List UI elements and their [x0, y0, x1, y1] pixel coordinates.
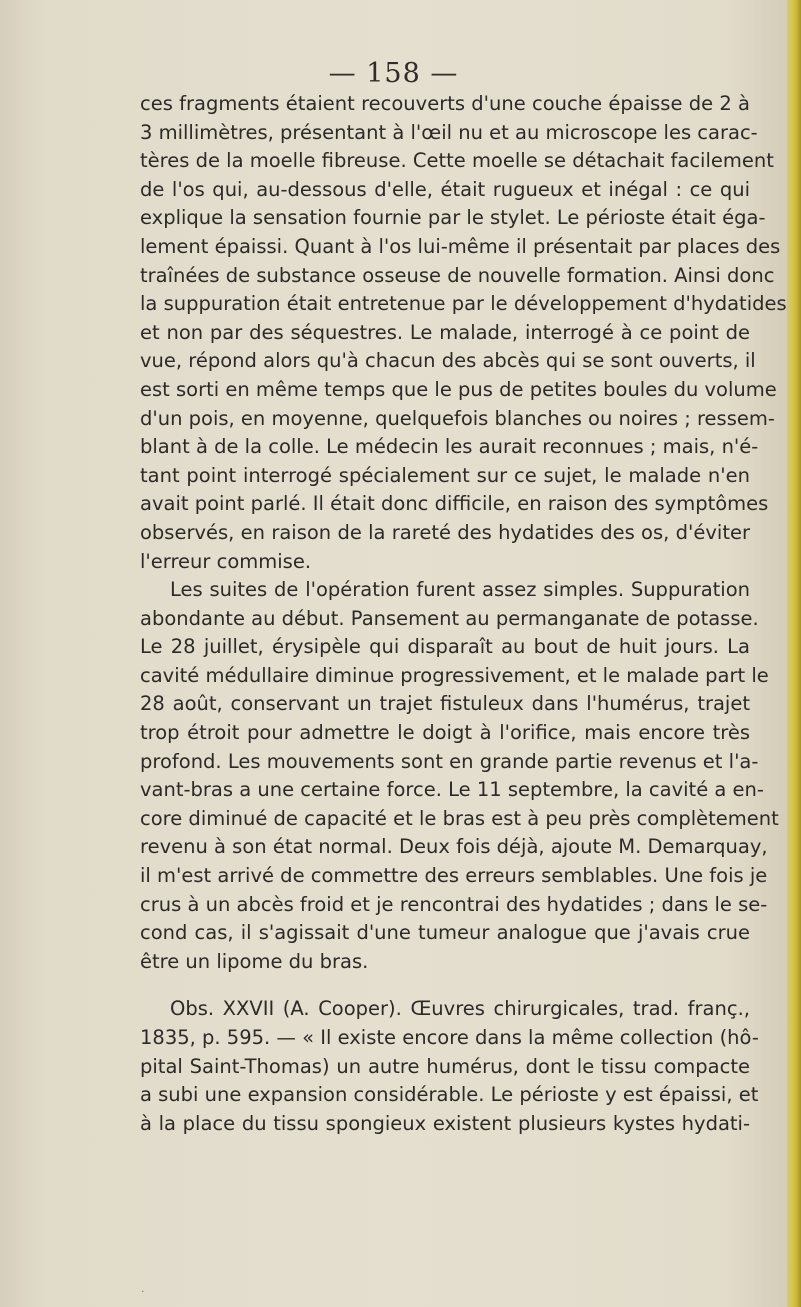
- text-line: lement épaissi. Quant à l'os lui-même il présentait par places des: [140, 234, 781, 258]
- text-line: Les suites de l'opération furent assez simples. Suppuration: [170, 578, 750, 602]
- text-line: 1835, p. 595. — « Il existe encore dans la même collection (hô-: [140, 1026, 759, 1049]
- text-line: vant-bras a une certaine force. Le 11 septembre, la cavité a en-: [140, 778, 764, 802]
- text-line: de l'os qui, au-dessous d'elle, était rugueux et inégal : ce qui: [140, 177, 750, 201]
- text-line: profond. Les mouvements sont en grande partie revenus et l'a-: [140, 749, 759, 773]
- text-line: cavité médullaire diminue progressivement, et le malade part le: [140, 663, 769, 687]
- text-line: traînées de substance osseuse de nouvelle formation. Ainsi donc: [140, 263, 775, 287]
- text-line: ces fragments étaient recouverts d'une couche épaisse de 2 à: [140, 92, 750, 115]
- text-line: tant point interrogé spécialement sur ce sujet, le malade n'en: [140, 463, 750, 487]
- text-line: observés, en raison de la rareté des hydatides des os, d'éviter: [140, 520, 750, 544]
- text-line: il m'est arrivé de commettre des erreurs semblables. Une fois je: [140, 864, 768, 888]
- text-line: 3 millimètres, présentant à l'œil nu et au microscope les carac-: [140, 120, 758, 144]
- page-body: [140, 90, 787, 1138]
- text-line: Le 28 juillet, érysipèle qui disparaît au bout de huit jours. La: [140, 635, 750, 659]
- text-line: la suppuration était entretenue par le développement d'hydatides: [140, 292, 787, 316]
- paragraph-suites-operation: [140, 576, 779, 976]
- text-line: 28 août, conservant un trajet fistuleux dans l'humérus, trajet: [140, 692, 750, 716]
- text-line: a subi une expansion considérable. Le périoste y est épaissi, et: [140, 1083, 759, 1107]
- text-line: à la place du tissu spongieux existent plusieurs kystes hydati-: [140, 1111, 750, 1135]
- page-number: — 158 —: [328, 58, 459, 89]
- text-line: cond cas, il s'agissait d'une tumeur analogue que j'avais crue: [140, 921, 750, 945]
- text-line: pital Saint-Thomas) un autre humérus, dont le tissu compacte: [140, 1054, 750, 1078]
- paragraph-observation-27: [140, 995, 759, 1138]
- text-line: revenu à son état normal. Deux fois déjà, ajoute M. Demarquay,: [140, 835, 768, 859]
- text-line: explique la sensation fournie par le stylet. Le périoste était éga-: [140, 206, 766, 230]
- book-spine-edge: [787, 0, 801, 1307]
- text-line: avait point parlé. Il était donc difficile, en raison des symptômes: [140, 492, 769, 516]
- paragraph-abces-hydatides: [140, 90, 787, 576]
- paragraph-spacer: [140, 976, 750, 995]
- print-speck: ·: [141, 1285, 145, 1298]
- text-line: l'erreur commise.: [140, 549, 312, 573]
- text-line: Obs. XXVII (A. Cooper). Œuvres chirurgicales, trad. franç.,: [170, 997, 750, 1021]
- text-line: d'un pois, en moyenne, quelquefois blanches ou noires ; ressem-: [140, 406, 775, 430]
- text-line: trop étroit pour admettre le doigt à l'orifice, mais encore très: [140, 721, 750, 745]
- text-line: abondante au début. Pansement au permanganate de potasse.: [140, 606, 759, 630]
- text-line: est sorti en même temps que le pus de petites boules du volume: [140, 377, 777, 401]
- text-line: core diminué de capacité et le bras est à peu près complètement: [140, 806, 779, 830]
- text-line: et non par des séquestres. Le malade, interrogé à ce point de: [140, 320, 750, 344]
- text-line: vue, répond alors qu'à chacun des abcès qui se sont ouverts, il: [140, 349, 756, 373]
- text-line: blant à de la colle. Le médecin les aurait reconnues ; mais, n'é-: [140, 435, 759, 459]
- text-line: crus à un abcès froid et je rencontrai des hydatides ; dans le se-: [140, 892, 768, 916]
- text-line: être un lipome du bras.: [140, 949, 369, 973]
- text-line: tères de la moelle fibreuse. Cette moelle se détachait facilement: [140, 149, 774, 173]
